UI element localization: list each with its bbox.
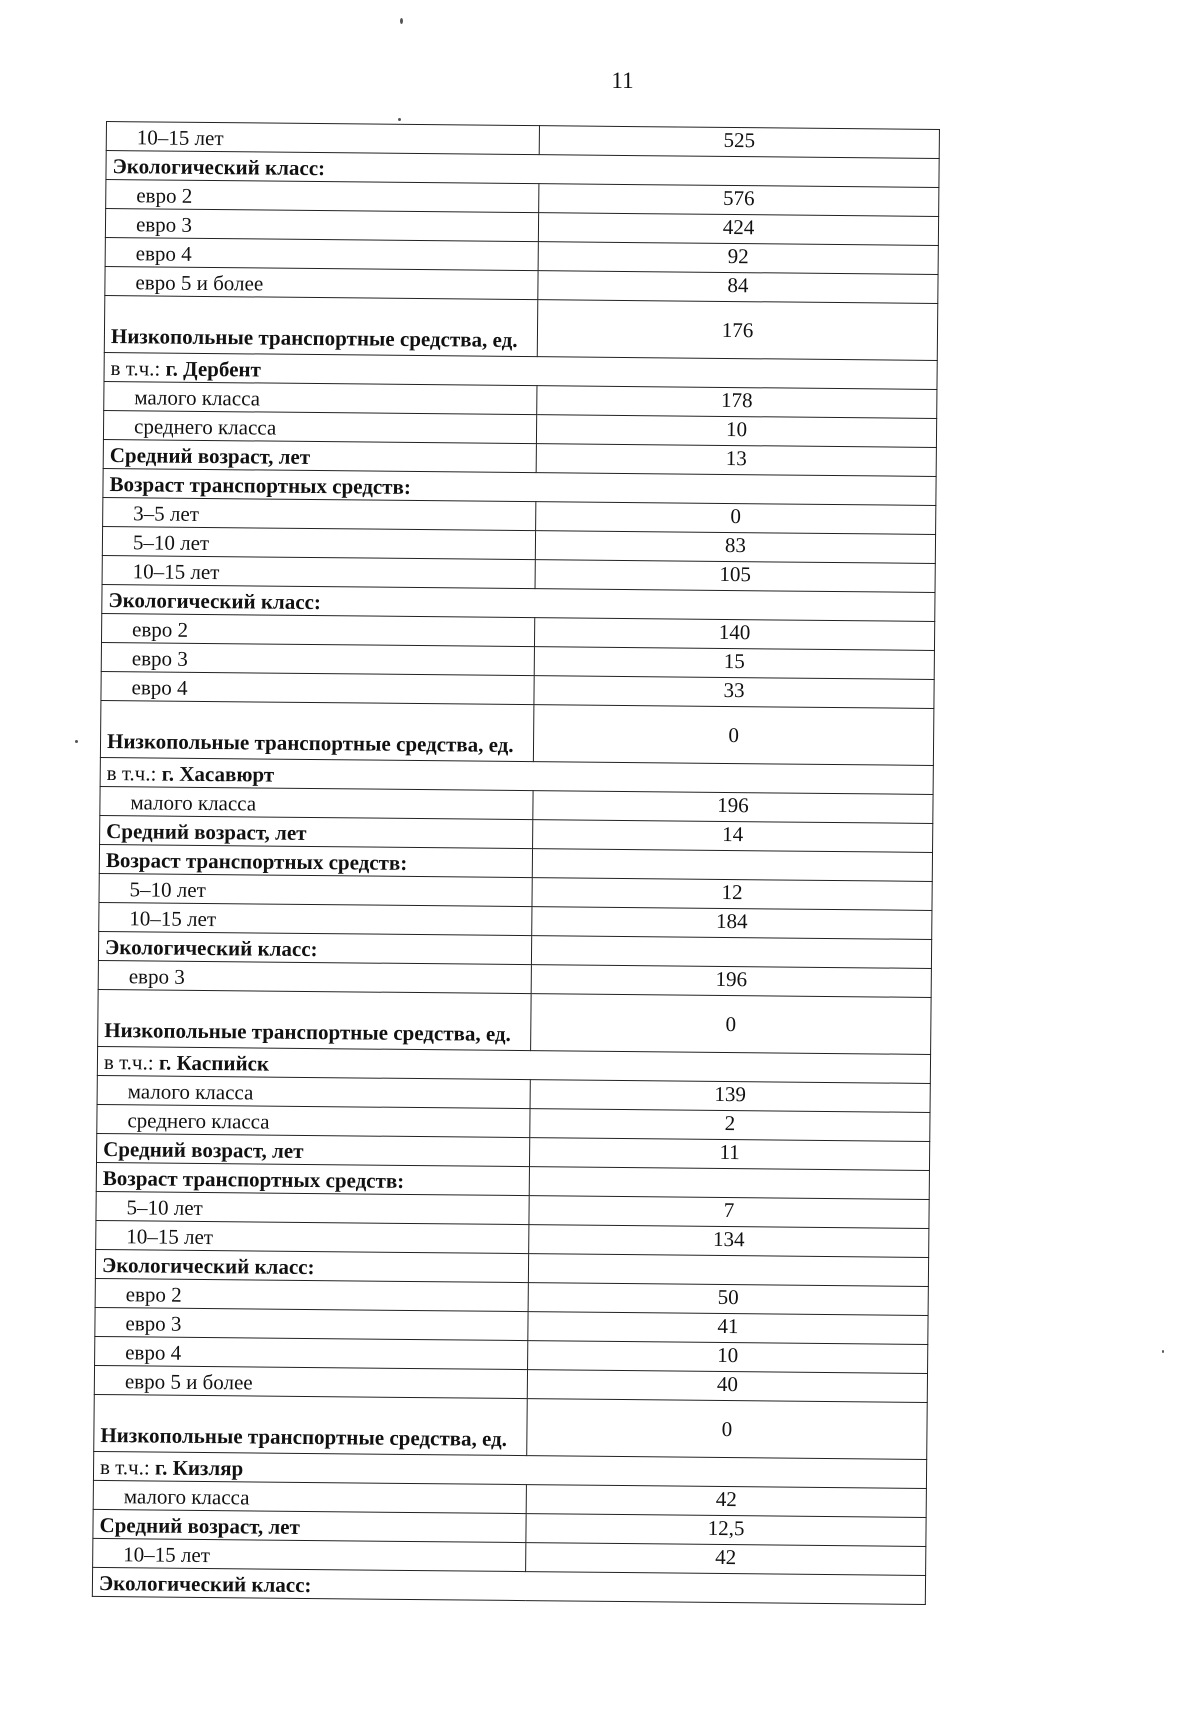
city-name: г. Кизляр bbox=[154, 1455, 244, 1481]
row-label: евро 5 и более bbox=[105, 266, 538, 299]
row-label: евро 5 и более bbox=[94, 1365, 527, 1398]
row-label: Экологический класс: bbox=[106, 151, 939, 188]
table-row bbox=[104, 295, 938, 360]
row-value: 139 bbox=[530, 1080, 930, 1113]
row-value: 525 bbox=[539, 126, 939, 159]
row-label: Возраст транспортных средств: bbox=[96, 1162, 529, 1195]
row-label: 10–15 лет bbox=[102, 555, 535, 588]
row-label: евро 4 bbox=[101, 671, 534, 704]
row-label: 5–10 лет bbox=[102, 526, 535, 559]
row-value: 33 bbox=[534, 676, 934, 709]
row-label: Средний возраст, лет bbox=[97, 1133, 530, 1166]
row-label: Низкопольные транспортные средства, ед. bbox=[100, 700, 534, 761]
row-value: 0 bbox=[531, 994, 932, 1055]
row-label: евро 3 bbox=[105, 209, 538, 242]
row-value: 140 bbox=[534, 618, 934, 651]
row-value: 0 bbox=[536, 502, 936, 535]
city-name: г. Хасавюрт bbox=[161, 761, 275, 787]
row-label: Экологический класс: bbox=[95, 1249, 528, 1282]
row-label: евро 3 bbox=[98, 960, 531, 993]
row-value: 178 bbox=[537, 386, 937, 419]
row-value: 10 bbox=[528, 1341, 928, 1374]
row-value: 12,5 bbox=[526, 1514, 926, 1547]
row-label: Низкопольные транспортные средства, ед. bbox=[104, 295, 538, 356]
row-value: 105 bbox=[535, 560, 935, 593]
row-value: 50 bbox=[528, 1283, 928, 1316]
row-value: 92 bbox=[538, 242, 938, 275]
row-value: 176 bbox=[537, 300, 938, 361]
row-label: 3–5 лет bbox=[103, 497, 536, 530]
row-value: 184 bbox=[532, 907, 932, 940]
table-row bbox=[100, 700, 934, 765]
transport-data-table bbox=[92, 121, 940, 1605]
row-label: среднего класса bbox=[97, 1104, 530, 1137]
scan-speck bbox=[400, 18, 403, 24]
row-label: малого класса bbox=[93, 1480, 526, 1513]
row-label: Экологический класс: bbox=[92, 1567, 925, 1604]
row-label: среднего класса bbox=[103, 410, 536, 443]
row-value: 10 bbox=[536, 415, 936, 448]
row-value: 576 bbox=[539, 184, 939, 217]
city-prefix: в т.ч.: bbox=[99, 1455, 156, 1480]
row-value bbox=[531, 936, 931, 969]
row-label: 10–15 лет bbox=[96, 1220, 529, 1253]
row-label: евро 2 bbox=[106, 180, 539, 213]
row-label: 10–15 лет bbox=[106, 122, 539, 155]
row-value: 14 bbox=[533, 820, 933, 853]
row-value bbox=[529, 1167, 929, 1200]
row-label: Низкопольные транспортные средства, ед. bbox=[98, 989, 532, 1050]
row-label: малого класса bbox=[100, 786, 533, 819]
row-value: 7 bbox=[529, 1196, 929, 1229]
row-value: 84 bbox=[538, 271, 938, 304]
row-value: 42 bbox=[526, 1485, 926, 1518]
row-label: евро 4 bbox=[95, 1336, 528, 1369]
table-row bbox=[98, 989, 932, 1054]
row-value: 40 bbox=[527, 1370, 927, 1403]
row-value: 15 bbox=[534, 647, 934, 680]
row-value: 83 bbox=[535, 531, 935, 564]
city-prefix: в т.ч.: bbox=[110, 356, 166, 381]
row-value: 42 bbox=[526, 1543, 926, 1576]
row-label: Экологический класс: bbox=[98, 931, 531, 964]
city-prefix: в т.ч.: bbox=[103, 1050, 160, 1075]
table-body bbox=[92, 122, 939, 1605]
row-value: 41 bbox=[528, 1312, 928, 1345]
row-label: Средний возраст, лет bbox=[93, 1509, 526, 1542]
row-label: Низкопольные транспортные средства, ед. bbox=[94, 1394, 528, 1455]
scan-speck bbox=[1162, 1350, 1164, 1353]
row-value: 424 bbox=[538, 213, 938, 246]
row-value: 0 bbox=[527, 1399, 928, 1460]
row-label: 5–10 лет bbox=[99, 873, 532, 906]
row-label: евро 2 bbox=[101, 613, 534, 646]
row-label: Возраст транспортных средств: bbox=[99, 844, 532, 877]
row-value bbox=[528, 1254, 928, 1287]
row-value: 13 bbox=[536, 444, 936, 477]
row-label: 10–15 лет bbox=[93, 1538, 526, 1571]
row-value: 196 bbox=[531, 965, 931, 998]
city-name: г. Каспийск bbox=[158, 1050, 270, 1076]
row-label: 5–10 лет bbox=[96, 1191, 529, 1224]
row-label: Возраст транспортных средств: bbox=[103, 468, 936, 505]
row-label: Экологический класс: bbox=[102, 584, 935, 621]
table-row bbox=[94, 1394, 928, 1459]
row-label: евро 3 bbox=[95, 1307, 528, 1340]
page-number: 11 bbox=[611, 68, 634, 93]
city-name: г. Дербент bbox=[165, 356, 262, 382]
row-value: 12 bbox=[532, 878, 932, 911]
scan-speck bbox=[75, 740, 78, 743]
row-value: 134 bbox=[529, 1225, 929, 1258]
row-value bbox=[532, 849, 932, 882]
row-label: евро 3 bbox=[101, 642, 534, 675]
row-label: евро 4 bbox=[105, 237, 538, 270]
row-label: малого класса bbox=[97, 1075, 530, 1108]
row-label: евро 2 bbox=[95, 1278, 528, 1311]
row-value: 2 bbox=[530, 1109, 930, 1142]
city-prefix: в т.ч.: bbox=[106, 761, 162, 786]
row-value: 0 bbox=[533, 705, 934, 766]
row-label: Средний возраст, лет bbox=[103, 439, 536, 472]
row-value: 196 bbox=[533, 791, 933, 824]
row-value: 11 bbox=[529, 1138, 929, 1171]
row-label: малого класса bbox=[104, 381, 537, 414]
scan-speck bbox=[398, 118, 401, 121]
row-label: Средний возраст, лет bbox=[100, 815, 533, 848]
row-label: 10–15 лет bbox=[99, 902, 532, 935]
